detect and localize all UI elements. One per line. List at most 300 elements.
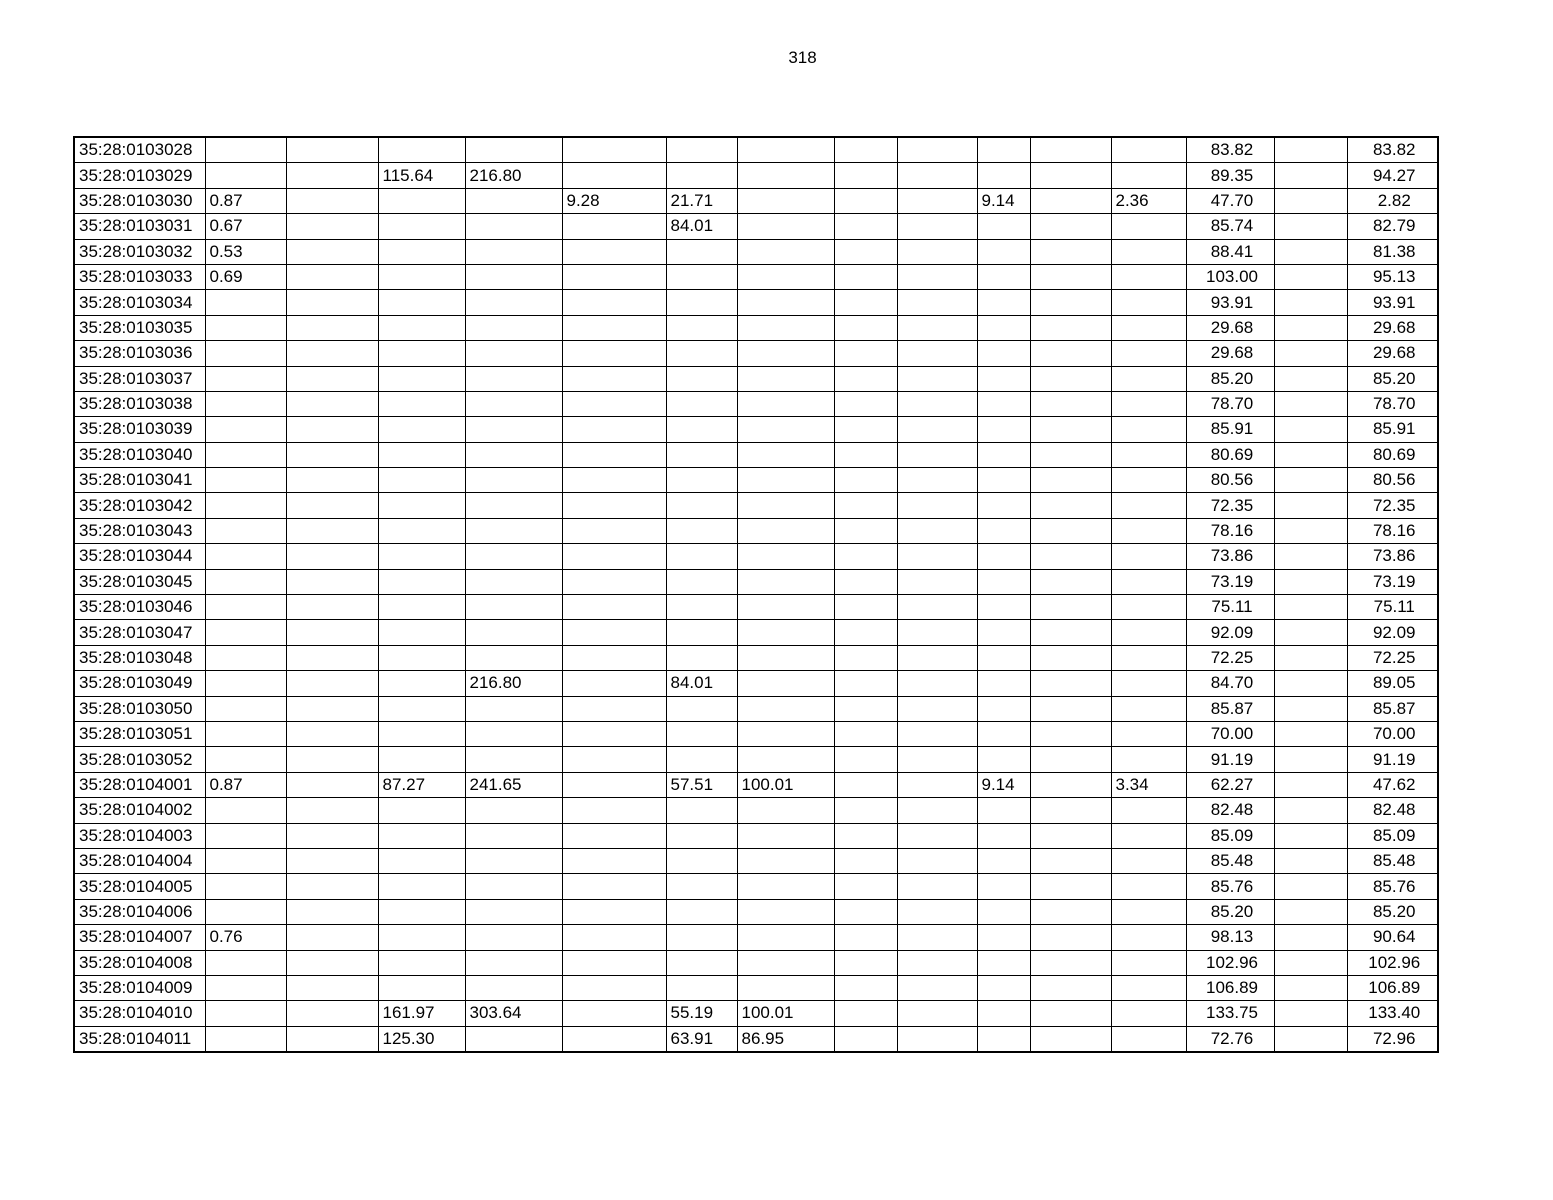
table-cell (737, 188, 834, 213)
table-cell (897, 468, 977, 493)
table-cell: 85.91 (1186, 417, 1274, 442)
table-cell (378, 290, 465, 315)
table-cell (1030, 823, 1111, 848)
table-cell (562, 442, 666, 467)
table-cell (465, 721, 562, 746)
table-cell (1274, 899, 1347, 924)
table-cell: 85.87 (1347, 696, 1438, 721)
parcel-id-cell: 35:28:0104007 (74, 925, 205, 950)
table-cell (465, 925, 562, 950)
table-body (74, 137, 1438, 1052)
parcel-id-cell: 35:28:0103034 (74, 290, 205, 315)
table-cell (286, 721, 378, 746)
table-cell (562, 721, 666, 746)
table-cell (737, 595, 834, 620)
table-cell (465, 899, 562, 924)
table-cell (1274, 315, 1347, 340)
table-cell: 86.95 (737, 1026, 834, 1052)
table-cell (378, 848, 465, 873)
table-cell (737, 671, 834, 696)
table-cell (897, 620, 977, 645)
table-cell: 133.40 (1347, 1001, 1438, 1026)
table-cell (897, 239, 977, 264)
parcel-id-cell: 35:28:0103029 (74, 163, 205, 188)
table-row (74, 366, 1438, 391)
table-cell (465, 188, 562, 213)
table-cell (977, 595, 1030, 620)
table-cell (562, 239, 666, 264)
table-cell: 78.70 (1347, 391, 1438, 416)
table-cell (1274, 874, 1347, 899)
table-cell (737, 798, 834, 823)
table-cell (897, 1026, 977, 1052)
table-row (74, 696, 1438, 721)
table-cell: 29.68 (1186, 341, 1274, 366)
table-cell (465, 493, 562, 518)
parcel-id-cell: 35:28:0104004 (74, 848, 205, 873)
table-cell: 102.96 (1347, 950, 1438, 975)
table-cell (897, 315, 977, 340)
table-cell: 0.69 (205, 264, 286, 289)
table-cell (1274, 595, 1347, 620)
table-row (74, 950, 1438, 975)
table-cell (834, 341, 897, 366)
table-cell: 85.20 (1347, 899, 1438, 924)
table-cell (1111, 823, 1186, 848)
table-cell: 72.35 (1186, 493, 1274, 518)
table-cell (205, 544, 286, 569)
table-cell (205, 442, 286, 467)
table-cell (562, 975, 666, 1000)
table-cell (465, 544, 562, 569)
table-cell: 216.80 (465, 163, 562, 188)
table-cell (465, 315, 562, 340)
table-cell (378, 417, 465, 442)
table-cell (1274, 544, 1347, 569)
table-cell: 78.16 (1347, 518, 1438, 543)
table-cell (834, 798, 897, 823)
table-cell: 0.76 (205, 925, 286, 950)
table-row (74, 518, 1438, 543)
table-cell (465, 620, 562, 645)
table-cell (1030, 290, 1111, 315)
table-cell (834, 899, 897, 924)
table-cell (1274, 214, 1347, 239)
parcel-id-cell: 35:28:0103033 (74, 264, 205, 289)
table-cell (834, 163, 897, 188)
table-cell (205, 823, 286, 848)
table-cell (666, 315, 737, 340)
table-cell (737, 696, 834, 721)
table-row (74, 823, 1438, 848)
table-cell: 216.80 (465, 671, 562, 696)
table-cell (205, 747, 286, 772)
table-cell (737, 264, 834, 289)
table-cell (1111, 366, 1186, 391)
table-cell (897, 518, 977, 543)
table-cell (465, 341, 562, 366)
table-cell (977, 721, 1030, 746)
table-cell (562, 645, 666, 670)
table-cell (737, 544, 834, 569)
table-cell (465, 391, 562, 416)
table-cell: 83.82 (1347, 137, 1438, 163)
table-cell: 98.13 (1186, 925, 1274, 950)
table-cell (378, 214, 465, 239)
table-cell (1111, 214, 1186, 239)
table-cell (1030, 1026, 1111, 1052)
table-cell (897, 264, 977, 289)
table-cell (205, 391, 286, 416)
table-cell (562, 950, 666, 975)
table-cell (1111, 645, 1186, 670)
table-cell (378, 137, 465, 163)
table-cell (737, 391, 834, 416)
table-cell: 0.53 (205, 239, 286, 264)
table-cell (737, 925, 834, 950)
table-cell (205, 137, 286, 163)
table-cell: 70.00 (1186, 721, 1274, 746)
table-cell (834, 595, 897, 620)
table-cell (666, 620, 737, 645)
table-cell (205, 341, 286, 366)
table-cell (286, 747, 378, 772)
table-cell (378, 620, 465, 645)
table-cell: 85.87 (1186, 696, 1274, 721)
table-row (74, 137, 1438, 163)
table-cell (465, 696, 562, 721)
table-cell (1111, 518, 1186, 543)
table-cell (205, 518, 286, 543)
table-cell (666, 874, 737, 899)
table-cell (1111, 874, 1186, 899)
table-cell (286, 569, 378, 594)
table-cell: 73.86 (1347, 544, 1438, 569)
parcel-id-cell: 35:28:0104010 (74, 1001, 205, 1026)
parcel-id-cell: 35:28:0103031 (74, 214, 205, 239)
table-cell (1030, 188, 1111, 213)
table-cell (1274, 137, 1347, 163)
table-cell (286, 975, 378, 1000)
table-cell (286, 137, 378, 163)
table-cell (977, 696, 1030, 721)
table-cell: 3.34 (1111, 772, 1186, 797)
table-cell (1111, 468, 1186, 493)
table-cell (834, 264, 897, 289)
table-cell (666, 925, 737, 950)
table-row (74, 1001, 1438, 1026)
table-cell (1030, 137, 1111, 163)
table-cell (562, 772, 666, 797)
table-cell (666, 747, 737, 772)
table-cell (286, 848, 378, 873)
table-cell (737, 874, 834, 899)
table-cell (465, 417, 562, 442)
table-cell (834, 671, 897, 696)
table-cell (465, 442, 562, 467)
table-cell (562, 1001, 666, 1026)
table-cell (465, 137, 562, 163)
table-cell (666, 645, 737, 670)
table-cell (378, 645, 465, 670)
table-cell (562, 341, 666, 366)
table-cell (1111, 671, 1186, 696)
table-row (74, 468, 1438, 493)
table-cell (897, 188, 977, 213)
table-cell (1030, 925, 1111, 950)
table-cell (286, 290, 378, 315)
table-cell (834, 747, 897, 772)
table-cell (834, 315, 897, 340)
parcel-id-cell: 35:28:0103040 (74, 442, 205, 467)
table-row (74, 848, 1438, 873)
table-cell (897, 671, 977, 696)
table-cell (977, 544, 1030, 569)
table-cell: 80.56 (1186, 468, 1274, 493)
table-cell: 85.20 (1186, 899, 1274, 924)
table-cell: 72.25 (1347, 645, 1438, 670)
table-cell (286, 493, 378, 518)
table-cell (737, 417, 834, 442)
table-cell (1111, 595, 1186, 620)
table-cell (562, 899, 666, 924)
table-cell (378, 823, 465, 848)
table-cell (205, 899, 286, 924)
table-cell (666, 341, 737, 366)
table-cell (737, 493, 834, 518)
table-row (74, 544, 1438, 569)
table-cell (897, 772, 977, 797)
table-cell (1030, 645, 1111, 670)
table-cell (977, 214, 1030, 239)
table-cell (465, 214, 562, 239)
parcel-id-cell: 35:28:0103039 (74, 417, 205, 442)
table-cell: 9.28 (562, 188, 666, 213)
table-cell (834, 214, 897, 239)
table-cell (286, 645, 378, 670)
table-cell (1030, 620, 1111, 645)
table-row (74, 899, 1438, 924)
table-cell (666, 264, 737, 289)
parcel-id-cell: 35:28:0103052 (74, 747, 205, 772)
table-cell: 115.64 (378, 163, 465, 188)
table-row (74, 645, 1438, 670)
table-cell (378, 188, 465, 213)
table-cell (562, 1026, 666, 1052)
table-cell (562, 620, 666, 645)
table-cell: 82.48 (1347, 798, 1438, 823)
table-cell: 55.19 (666, 1001, 737, 1026)
parcel-id-cell: 35:28:0103050 (74, 696, 205, 721)
table-cell (897, 925, 977, 950)
table-cell (562, 848, 666, 873)
table-cell (465, 569, 562, 594)
table-row (74, 671, 1438, 696)
table-cell (897, 721, 977, 746)
parcel-id-cell: 35:28:0103028 (74, 137, 205, 163)
table-cell (977, 264, 1030, 289)
table-cell (977, 518, 1030, 543)
table-cell (1030, 264, 1111, 289)
table-cell: 2.36 (1111, 188, 1186, 213)
parcel-id-cell: 35:28:0103048 (74, 645, 205, 670)
parcel-id-cell: 35:28:0104009 (74, 975, 205, 1000)
table-cell (286, 874, 378, 899)
table-cell: 106.89 (1347, 975, 1438, 1000)
table-cell (737, 290, 834, 315)
table-cell (897, 1001, 977, 1026)
table-cell: 9.14 (977, 188, 1030, 213)
table-cell (1030, 315, 1111, 340)
table-cell (834, 772, 897, 797)
table-cell (666, 721, 737, 746)
table-cell (378, 721, 465, 746)
parcel-id-cell: 35:28:0104006 (74, 899, 205, 924)
table-cell (205, 798, 286, 823)
table-cell (666, 391, 737, 416)
table-cell (977, 569, 1030, 594)
table-cell (286, 188, 378, 213)
table-cell (378, 975, 465, 1000)
table-cell (977, 239, 1030, 264)
table-cell (1030, 747, 1111, 772)
table-cell (465, 366, 562, 391)
table-cell: 100.01 (737, 772, 834, 797)
table-cell (465, 239, 562, 264)
table-cell: 62.27 (1186, 772, 1274, 797)
table-cell (562, 747, 666, 772)
table-cell (834, 569, 897, 594)
table-cell (205, 696, 286, 721)
table-cell (834, 848, 897, 873)
table-cell: 106.89 (1186, 975, 1274, 1000)
table-row (74, 417, 1438, 442)
table-cell (205, 163, 286, 188)
table-cell (666, 163, 737, 188)
table-cell (1030, 366, 1111, 391)
table-cell (1111, 442, 1186, 467)
table-cell: 85.76 (1347, 874, 1438, 899)
table-cell (666, 823, 737, 848)
table-cell (562, 417, 666, 442)
table-cell (205, 1026, 286, 1052)
table-cell (1274, 645, 1347, 670)
table-cell (1030, 848, 1111, 873)
table-cell: 303.64 (465, 1001, 562, 1026)
table-cell (205, 721, 286, 746)
table-cell (286, 341, 378, 366)
table-cell (205, 366, 286, 391)
table-cell: 72.25 (1186, 645, 1274, 670)
table-cell (1111, 899, 1186, 924)
table-cell (562, 595, 666, 620)
table-cell (977, 493, 1030, 518)
table-cell (1030, 975, 1111, 1000)
table-cell: 72.35 (1347, 493, 1438, 518)
table-cell: 88.41 (1186, 239, 1274, 264)
table-cell (897, 696, 977, 721)
table-cell (1274, 848, 1347, 873)
table-cell (1111, 721, 1186, 746)
table-cell (562, 493, 666, 518)
table-cell: 85.48 (1347, 848, 1438, 873)
table-cell (977, 848, 1030, 873)
parcel-id-cell: 35:28:0103032 (74, 239, 205, 264)
table-cell: 80.56 (1347, 468, 1438, 493)
table-cell (205, 569, 286, 594)
table-cell (666, 798, 737, 823)
table-cell: 241.65 (465, 772, 562, 797)
table-cell (834, 239, 897, 264)
table-cell (205, 468, 286, 493)
table-cell: 84.01 (666, 671, 737, 696)
table-cell: 161.97 (378, 1001, 465, 1026)
table-cell (286, 595, 378, 620)
table-cell: 92.09 (1347, 620, 1438, 645)
table-cell (1111, 239, 1186, 264)
table-cell (205, 1001, 286, 1026)
table-cell (977, 315, 1030, 340)
table-cell (205, 645, 286, 670)
table-cell (977, 645, 1030, 670)
table-cell: 78.70 (1186, 391, 1274, 416)
table-cell (286, 1001, 378, 1026)
table-cell (286, 620, 378, 645)
table-row (74, 264, 1438, 289)
table-cell (465, 518, 562, 543)
table-cell (737, 848, 834, 873)
table-cell: 47.70 (1186, 188, 1274, 213)
table-cell (897, 442, 977, 467)
table-cell (1274, 696, 1347, 721)
table-cell (1030, 163, 1111, 188)
table-cell (977, 620, 1030, 645)
table-cell (1111, 315, 1186, 340)
table-cell (1030, 721, 1111, 746)
table-cell (834, 874, 897, 899)
table-row (74, 772, 1438, 797)
table-cell (378, 442, 465, 467)
table-cell: 91.19 (1347, 747, 1438, 772)
table-cell: 82.48 (1186, 798, 1274, 823)
table-cell: 82.79 (1347, 214, 1438, 239)
table-row (74, 798, 1438, 823)
table-row (74, 1026, 1438, 1052)
table-cell (286, 417, 378, 442)
table-cell (562, 391, 666, 416)
table-cell: 21.71 (666, 188, 737, 213)
table-cell (286, 925, 378, 950)
table-cell (1111, 137, 1186, 163)
table-cell: 85.20 (1347, 366, 1438, 391)
table-cell (286, 264, 378, 289)
table-cell (977, 417, 1030, 442)
table-cell (977, 874, 1030, 899)
table-cell (465, 747, 562, 772)
table-cell: 73.19 (1347, 569, 1438, 594)
table-cell (465, 290, 562, 315)
parcel-id-cell: 35:28:0104002 (74, 798, 205, 823)
table-cell (205, 290, 286, 315)
table-cell (834, 620, 897, 645)
table-cell: 2.82 (1347, 188, 1438, 213)
table-cell (378, 569, 465, 594)
table-cell (1030, 1001, 1111, 1026)
table-cell (737, 366, 834, 391)
table-cell (897, 823, 977, 848)
table-cell (666, 569, 737, 594)
table-cell (1030, 518, 1111, 543)
